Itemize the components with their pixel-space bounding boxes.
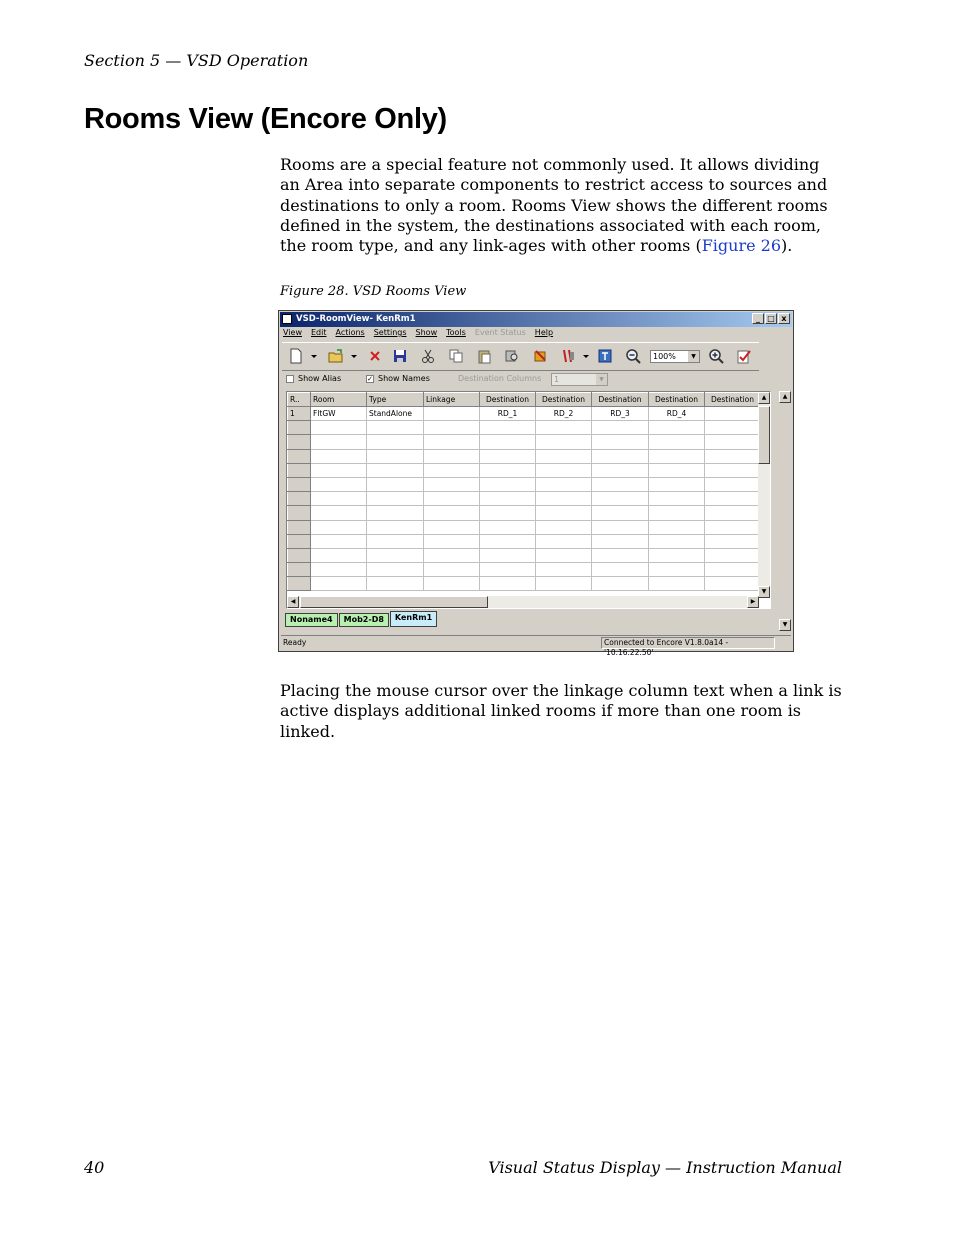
- empty-row[interactable]: [288, 449, 761, 463]
- row-number-cell[interactable]: [288, 520, 311, 534]
- settings-icon[interactable]: [560, 348, 576, 364]
- manual-title: Visual Status Display — Instruction Manual: [488, 1158, 842, 1177]
- empty-cell[interactable]: [480, 520, 536, 534]
- empty-cell[interactable]: [480, 492, 536, 506]
- empty-cell[interactable]: [367, 463, 424, 477]
- intro-end: ).: [781, 236, 793, 256]
- empty-cell[interactable]: [592, 548, 649, 562]
- grid-horizontal-scrollbar[interactable]: [287, 596, 759, 608]
- empty-cell[interactable]: [367, 421, 424, 435]
- empty-cell[interactable]: [705, 563, 761, 577]
- intro-text: Rooms are a special feature not commonly used. It allows dividing an Area into separate components to restrict access to sources and destinations to only a room. Rooms View shows the different rooms defined in the system, the destinations associated with each room, the room type, and any link-ages with other rooms (: [280, 155, 828, 256]
- rooms-grid: [286, 391, 771, 609]
- page-number: 40: [84, 1158, 105, 1177]
- empty-cell[interactable]: [592, 449, 649, 463]
- empty-cell[interactable]: [536, 421, 592, 435]
- minimize-button[interactable]: _: [752, 313, 764, 324]
- empty-cell[interactable]: [536, 563, 592, 577]
- title-bar: [280, 312, 792, 327]
- connection-status: Connected to Encore V1.8.0a14 - '10.16.22.50': [601, 637, 775, 649]
- row-number-cell[interactable]: [288, 421, 311, 435]
- scroll-down-icon[interactable]: ▼: [758, 586, 770, 598]
- status-text: Ready: [283, 638, 307, 647]
- empty-cell[interactable]: [424, 563, 480, 577]
- menu-edit[interactable]: Edit: [310, 328, 327, 337]
- empty-cell[interactable]: [536, 435, 592, 449]
- show-alias-label: Show Alias: [298, 374, 342, 383]
- empty-cell[interactable]: [367, 492, 424, 506]
- text-tool-icon[interactable]: [597, 348, 613, 364]
- row-number-cell[interactable]: [288, 435, 311, 449]
- empty-cell[interactable]: [311, 506, 367, 520]
- column-header[interactable]: Destination: [649, 393, 705, 407]
- menu-bar: [283, 328, 553, 341]
- empty-cell[interactable]: [705, 449, 761, 463]
- empty-cell[interactable]: [536, 463, 592, 477]
- empty-cell[interactable]: [536, 577, 592, 591]
- row-number-cell[interactable]: [288, 463, 311, 477]
- row-number-cell[interactable]: [288, 577, 311, 591]
- scroll-right-icon[interactable]: ▶: [747, 596, 759, 608]
- save-icon[interactable]: [392, 348, 408, 364]
- dropdown-arrow-icon[interactable]: [350, 348, 358, 364]
- empty-row[interactable]: [288, 520, 761, 534]
- empty-cell[interactable]: [424, 435, 480, 449]
- empty-cell[interactable]: [592, 506, 649, 520]
- empty-cell[interactable]: [367, 506, 424, 520]
- column-header[interactable]: R..: [288, 393, 311, 407]
- empty-cell[interactable]: [424, 421, 480, 435]
- type-cell[interactable]: StandAlone: [367, 407, 424, 421]
- destination-columns-label: Destination Columns: [458, 374, 542, 383]
- delete-icon[interactable]: [367, 348, 383, 364]
- empty-cell[interactable]: [367, 563, 424, 577]
- maximize-button[interactable]: □: [765, 313, 777, 324]
- empty-cell[interactable]: [424, 548, 480, 562]
- empty-row[interactable]: [288, 563, 761, 577]
- empty-cell[interactable]: [705, 492, 761, 506]
- row-number-cell[interactable]: [288, 477, 311, 491]
- empty-cell[interactable]: [424, 449, 480, 463]
- empty-cell[interactable]: [367, 477, 424, 491]
- destination-cell[interactable]: RD_3: [592, 407, 649, 421]
- empty-cell[interactable]: [311, 463, 367, 477]
- empty-row[interactable]: [288, 492, 761, 506]
- row-number-cell[interactable]: [288, 563, 311, 577]
- empty-cell[interactable]: [592, 492, 649, 506]
- menu-view[interactable]: View: [283, 328, 302, 337]
- copy-icon[interactable]: [448, 348, 464, 364]
- tools-icon[interactable]: [532, 348, 548, 364]
- empty-cell[interactable]: [649, 463, 705, 477]
- close-button[interactable]: x: [778, 313, 790, 324]
- empty-cell[interactable]: [480, 534, 536, 548]
- toolbar: [282, 342, 759, 371]
- empty-cell[interactable]: [424, 477, 480, 491]
- empty-cell[interactable]: [705, 534, 761, 548]
- find-icon[interactable]: [504, 348, 520, 364]
- empty-cell[interactable]: [424, 463, 480, 477]
- destination-columns-select: [551, 373, 608, 386]
- empty-cell[interactable]: [311, 563, 367, 577]
- empty-cell[interactable]: [480, 421, 536, 435]
- empty-cell[interactable]: [367, 577, 424, 591]
- row-number-cell[interactable]: [288, 548, 311, 562]
- empty-cell[interactable]: [536, 506, 592, 520]
- empty-cell[interactable]: [480, 548, 536, 562]
- empty-cell[interactable]: [592, 477, 649, 491]
- status-bar: [281, 635, 791, 657]
- empty-cell[interactable]: [649, 421, 705, 435]
- zoom-out-icon[interactable]: [625, 348, 641, 364]
- show-names-label: Show Names: [378, 374, 430, 383]
- table-row[interactable]: [288, 407, 761, 421]
- chevron-down-icon: ▼: [596, 374, 607, 385]
- checklist-icon[interactable]: [736, 348, 752, 364]
- empty-cell[interactable]: [311, 548, 367, 562]
- empty-row[interactable]: [288, 477, 761, 491]
- empty-cell[interactable]: [705, 506, 761, 520]
- chevron-down-icon[interactable]: ▼: [688, 351, 699, 362]
- empty-cell[interactable]: [536, 534, 592, 548]
- options-bar: [282, 372, 623, 387]
- empty-cell[interactable]: [592, 520, 649, 534]
- new-file-icon[interactable]: [288, 348, 304, 364]
- zoom-select[interactable]: [650, 350, 700, 363]
- rooms-table: [287, 392, 761, 591]
- rooms-view-window: [278, 310, 794, 657]
- empty-cell[interactable]: [592, 421, 649, 435]
- empty-cell[interactable]: [649, 477, 705, 491]
- open-folder-icon[interactable]: [328, 348, 344, 364]
- destination-cell[interactable]: RD_1: [480, 407, 536, 421]
- section-header: Section 5 — VSD Operation: [84, 51, 309, 70]
- empty-cell[interactable]: [311, 520, 367, 534]
- empty-cell[interactable]: [649, 435, 705, 449]
- empty-cell[interactable]: [649, 506, 705, 520]
- scroll-thumb[interactable]: [758, 406, 770, 464]
- empty-cell[interactable]: [480, 435, 536, 449]
- column-header[interactable]: Linkage: [424, 393, 480, 407]
- menu-actions[interactable]: Actions: [335, 328, 365, 337]
- empty-row[interactable]: [288, 421, 761, 435]
- destination-cell[interactable]: [705, 407, 761, 421]
- empty-cell[interactable]: [649, 492, 705, 506]
- empty-cell[interactable]: [649, 577, 705, 591]
- figure-link[interactable]: Figure 26: [701, 236, 782, 256]
- empty-cell[interactable]: [367, 449, 424, 463]
- empty-cell[interactable]: [592, 463, 649, 477]
- empty-cell[interactable]: [424, 534, 480, 548]
- destination-cell[interactable]: RD_2: [536, 407, 592, 421]
- empty-cell[interactable]: [705, 477, 761, 491]
- app-icon: [282, 314, 292, 324]
- empty-cell[interactable]: [649, 563, 705, 577]
- window-vertical-scrollbar[interactable]: [779, 391, 791, 631]
- empty-cell[interactable]: [705, 520, 761, 534]
- window-title: VSD-RoomView- KenRm1: [296, 314, 416, 324]
- menu-event-status: Event Status: [474, 328, 526, 337]
- row-number-cell[interactable]: [288, 506, 311, 520]
- dropdown-arrow-icon[interactable]: [310, 348, 318, 364]
- empty-cell[interactable]: [536, 449, 592, 463]
- row-number-cell[interactable]: [288, 492, 311, 506]
- empty-cell[interactable]: [705, 421, 761, 435]
- menu-settings[interactable]: Settings: [373, 328, 407, 337]
- empty-cell[interactable]: [592, 563, 649, 577]
- empty-cell[interactable]: [424, 577, 480, 591]
- empty-cell[interactable]: [311, 577, 367, 591]
- row-number-cell[interactable]: [288, 534, 311, 548]
- column-header[interactable]: Destination: [480, 393, 536, 407]
- linkage-cell[interactable]: [424, 407, 480, 421]
- empty-cell[interactable]: [705, 463, 761, 477]
- empty-cell[interactable]: [424, 506, 480, 520]
- empty-cell[interactable]: [424, 520, 480, 534]
- empty-row[interactable]: [288, 534, 761, 548]
- empty-cell[interactable]: [311, 421, 367, 435]
- scroll-up-icon[interactable]: ▲: [758, 392, 770, 404]
- row-number-cell[interactable]: 1: [288, 407, 311, 421]
- scroll-left-icon[interactable]: ◀: [287, 596, 299, 608]
- empty-cell[interactable]: [367, 548, 424, 562]
- window-controls: [752, 313, 790, 324]
- empty-cell[interactable]: [536, 477, 592, 491]
- scroll-up-icon[interactable]: ▲: [779, 391, 791, 403]
- empty-cell[interactable]: [705, 435, 761, 449]
- tab-mob2-d8[interactable]: Mob2-D8: [339, 613, 389, 627]
- empty-cell[interactable]: [311, 534, 367, 548]
- column-header[interactable]: Destination: [592, 393, 649, 407]
- tab-noname4[interactable]: Noname4: [285, 613, 338, 627]
- empty-cell[interactable]: [649, 520, 705, 534]
- empty-cell[interactable]: [536, 548, 592, 562]
- scroll-down-icon[interactable]: ▼: [779, 619, 791, 631]
- closing-paragraph: Placing the mouse cursor over the linkage column text when a link is active displays additional linked rooms if more than one room is linked.: [280, 681, 842, 741]
- row-number-cell[interactable]: [288, 449, 311, 463]
- show-alias-checkbox[interactable]: [286, 375, 294, 383]
- empty-row[interactable]: [288, 463, 761, 477]
- empty-cell[interactable]: [311, 492, 367, 506]
- empty-cell[interactable]: [311, 477, 367, 491]
- destination-columns-value: 1: [554, 375, 560, 384]
- empty-cell[interactable]: [367, 435, 424, 449]
- empty-cell[interactable]: [480, 477, 536, 491]
- show-names-checkbox[interactable]: ✓: [367, 375, 373, 383]
- empty-row[interactable]: [288, 577, 761, 591]
- empty-cell[interactable]: [705, 577, 761, 591]
- empty-cell[interactable]: [367, 534, 424, 548]
- empty-cell[interactable]: [311, 435, 367, 449]
- scroll-thumb[interactable]: [300, 596, 488, 608]
- destination-cell[interactable]: RD_4: [649, 407, 705, 421]
- empty-cell[interactable]: [649, 534, 705, 548]
- empty-row[interactable]: [288, 548, 761, 562]
- empty-cell[interactable]: [536, 492, 592, 506]
- column-header[interactable]: Destination: [705, 393, 761, 407]
- empty-cell[interactable]: [311, 449, 367, 463]
- empty-row[interactable]: [288, 506, 761, 520]
- empty-cell[interactable]: [480, 563, 536, 577]
- empty-cell[interactable]: [592, 534, 649, 548]
- empty-cell[interactable]: [592, 577, 649, 591]
- empty-cell[interactable]: [649, 449, 705, 463]
- menu-tools[interactable]: Tools: [446, 328, 466, 337]
- column-header[interactable]: Type: [367, 393, 424, 407]
- dropdown-arrow-icon[interactable]: [582, 348, 590, 364]
- view-tabs: [285, 613, 438, 629]
- intro-paragraph: [280, 155, 842, 256]
- empty-cell[interactable]: [536, 520, 592, 534]
- figure-caption: Figure 28. VSD Rooms View: [280, 284, 467, 299]
- empty-cell[interactable]: [480, 577, 536, 591]
- zoom-in-icon[interactable]: [708, 348, 724, 364]
- empty-cell[interactable]: [480, 449, 536, 463]
- zoom-value: 100%: [653, 352, 676, 361]
- empty-cell[interactable]: [705, 548, 761, 562]
- column-header[interactable]: Room: [311, 393, 367, 407]
- empty-cell[interactable]: [480, 506, 536, 520]
- empty-cell[interactable]: [367, 520, 424, 534]
- empty-cell[interactable]: [649, 548, 705, 562]
- page-title: Rooms View (Encore Only): [84, 103, 447, 135]
- cut-icon[interactable]: [420, 348, 436, 364]
- tab-kenrm1[interactable]: KenRm1: [390, 611, 437, 627]
- paste-icon[interactable]: [476, 348, 492, 364]
- grid-header-row: [288, 393, 761, 407]
- room-cell[interactable]: FltGW: [311, 407, 367, 421]
- column-header[interactable]: Destination: [536, 393, 592, 407]
- grid-vertical-scrollbar[interactable]: [758, 392, 770, 598]
- menu-help[interactable]: Help: [534, 328, 554, 337]
- empty-cell[interactable]: [424, 492, 480, 506]
- menu-show[interactable]: Show: [415, 328, 438, 337]
- empty-cell[interactable]: [480, 463, 536, 477]
- empty-cell[interactable]: [592, 435, 649, 449]
- empty-row[interactable]: [288, 435, 761, 449]
